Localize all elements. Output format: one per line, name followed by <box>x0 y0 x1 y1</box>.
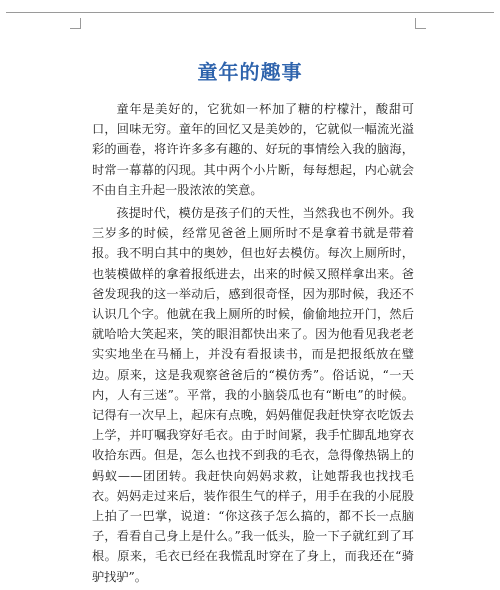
document-title: 童年的趣事 <box>197 60 303 84</box>
paragraph-1: 童年是美好的，它犹如一杯加了糖的柠檬汁，酸甜可口，回味无穷。童年的回忆又是美妙的，它就似一幅流光溢彩的画卷，将许许多多有趣的、好玩的事情绘入我的脑海，时常一幕幕的闪现。其中两个小片断，每每想起，内心就会不由自主升起一股浓浓的笑意。 <box>92 102 414 197</box>
header-rule <box>6 12 494 13</box>
margin-corner-mark-left <box>70 18 81 29</box>
margin-corner-mark-right <box>415 18 426 29</box>
document-body <box>92 99 414 590</box>
paragraph-2: 孩提时代，模仿是孩子们的天性，当然我也不例外。我三岁多的时候，经常见爸爸上厕所时不是拿着书就是带着报。我不明白其中的奥妙，但也好去模仿。每次上厕所时，也装模做样的拿着报纸进去，出来的时候又照样拿出来。爸爸发现我的这一举动后，感到很奇怪，因为那时候，我还不认识几个字。他就在我上厕所的时候，偷偷地拉开门，然后就哈哈大笑起来，笑的眼泪都快出来了。因为他看见我老老实实地坐在马桶上，并没有看报读书，而是把报纸放在璧边。原来，这是我观察爸爸后的“模仿秀”。俗话说，“一天内，人有三迷”。平常，我的小脑袋瓜也有“断电”的时候。记得有一次早上，起床有点晚，妈妈催促我赶快穿衣吃饭去上学，并叮嘱我穿好毛衣。由于时间紧，我手忙脚乱地穿衣收拾东西。但是，怎么也找不到我的毛衣，急得像热锅上的蚂蚁——团团转。我赶快向妈妈求救，让她帮我也找找毛衣。妈妈走过来后，装作很生气的样子，用手在我的小屁股上拍了一巴掌，说道：“你这孩子怎么搞的，都不长一点脑子，看看自己身上是什么。”我一低头，脸一下子就红到了耳根。原来，毛衣已经在我慌乱时穿在了身上，而我还在“骑驴找驴”。 <box>92 206 414 584</box>
